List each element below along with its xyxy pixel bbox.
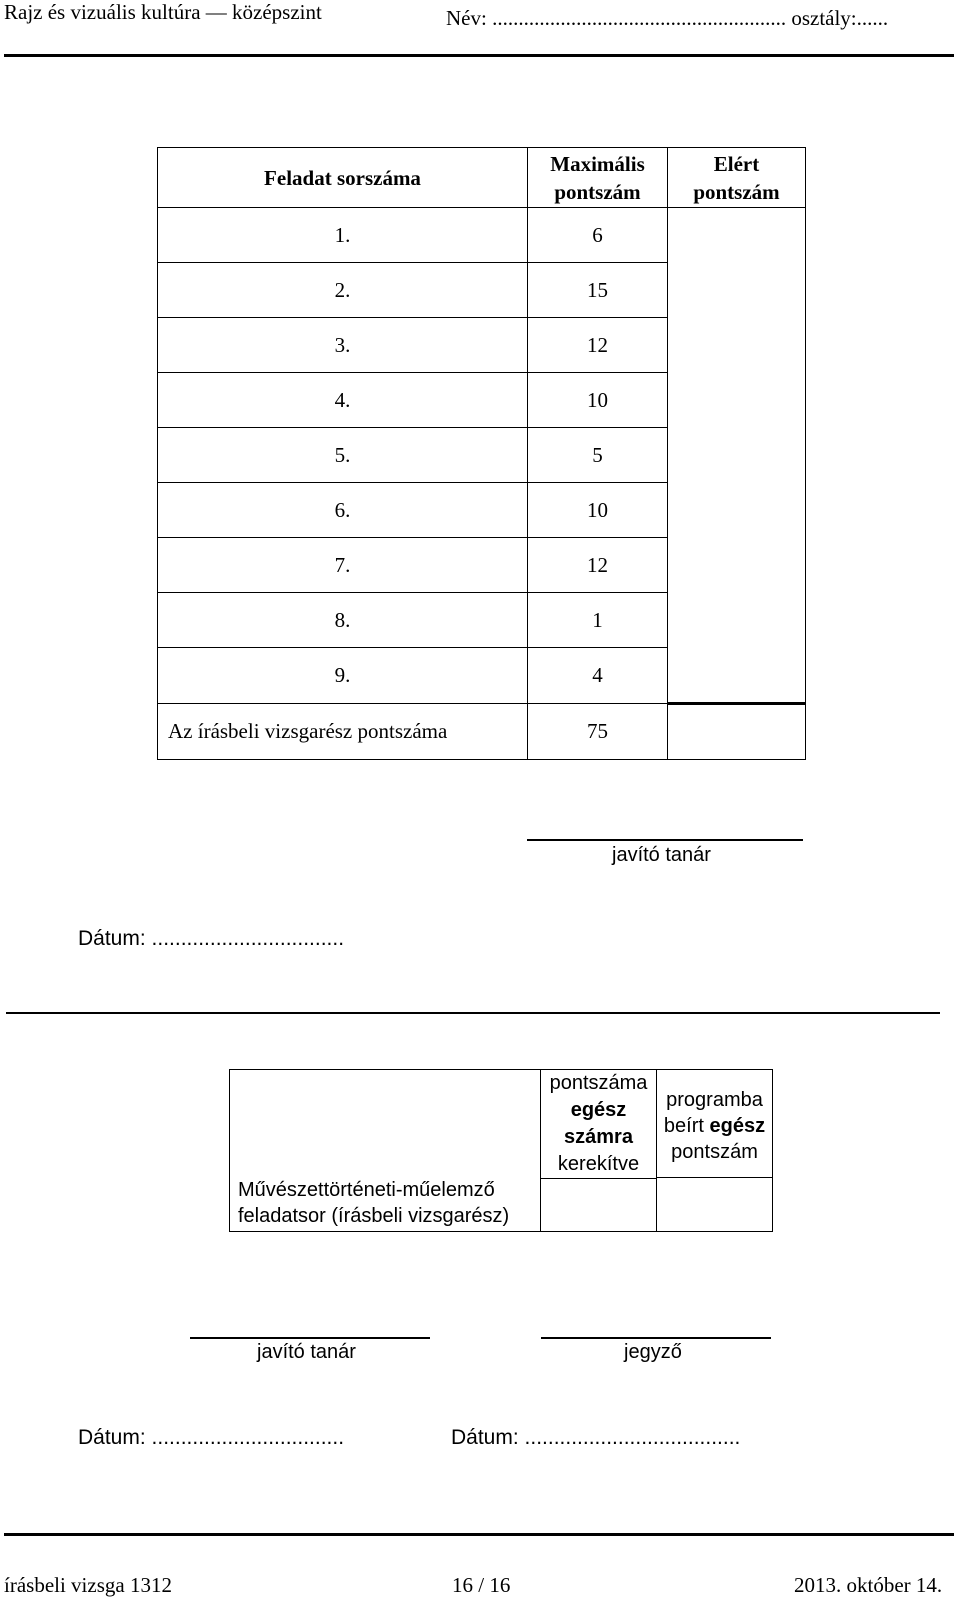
task-number: 8. [158, 593, 528, 648]
signature-line [190, 1337, 430, 1339]
max-score: 6 [528, 208, 668, 263]
header-task: Feladat sorszáma [158, 148, 528, 208]
achieved-score-cell[interactable] [668, 373, 806, 428]
table-row [158, 538, 806, 593]
max-score: 10 [528, 483, 668, 538]
table-row [230, 1070, 773, 1232]
signature-label-notary: jegyző [624, 1341, 682, 1363]
table-row [158, 318, 806, 373]
table-row [158, 428, 806, 483]
art-history-label-line1: Művészettörténeti-műelemző [238, 1179, 495, 1201]
achieved-score-cell[interactable] [668, 593, 806, 648]
table-row [158, 648, 806, 704]
signature-line [527, 839, 803, 841]
task-number: 7. [158, 538, 528, 593]
program-line1: programba [666, 1089, 763, 1111]
achieved-score-cell[interactable] [668, 208, 806, 263]
header-title: Rajz és vizuális kultúra — középszint [4, 0, 322, 24]
rounded-line1: pontszáma [549, 1072, 648, 1094]
signature-label-teacher: javító tanár [612, 844, 711, 866]
signature-label-teacher: javító tanár [257, 1341, 356, 1363]
rounded-line2: egész [570, 1099, 627, 1121]
task-number: 3. [158, 318, 528, 373]
header-achieved-line2: pontszám [693, 179, 780, 204]
program-score-column [657, 1070, 773, 1232]
max-score: 4 [528, 648, 668, 704]
score-table-header [158, 148, 806, 208]
score-table [157, 147, 806, 760]
table-row [158, 483, 806, 538]
achieved-score-cell[interactable] [668, 428, 806, 483]
rounded-line3: számra [564, 1126, 633, 1148]
achieved-score-cell[interactable] [668, 318, 806, 373]
footer-exam-code: írásbeli vizsga 1312 [4, 1573, 172, 1597]
date-field: Dátum: ................................. [78, 927, 345, 950]
task-number: 4. [158, 373, 528, 428]
header-name-class-field: Név: ........................................................ osztály:...... [446, 6, 889, 30]
achieved-score-cell[interactable] [668, 538, 806, 593]
footer-date: 2013. október 14. [794, 1573, 943, 1597]
achieved-score-cell[interactable] [668, 483, 806, 538]
rounded-line4: kerekítve [557, 1153, 640, 1175]
program-score-header [657, 1070, 772, 1178]
task-number: 2. [158, 263, 528, 318]
footer-rule [4, 1533, 954, 1536]
header-achieved [668, 148, 806, 208]
header-max-line1: Maximális [550, 151, 645, 176]
total-label: Az írásbeli vizsgarész pontszáma [158, 703, 528, 759]
achieved-score-cell[interactable] [668, 648, 806, 704]
program-line3: pontszám [671, 1141, 758, 1163]
rounded-score-column [541, 1070, 657, 1232]
max-score: 1 [528, 593, 668, 648]
rounded-score-header [541, 1070, 656, 1179]
achieved-score-cell[interactable] [668, 263, 806, 318]
task-number: 5. [158, 428, 528, 483]
header-achieved-line1: Elért [713, 151, 760, 176]
max-score: 15 [528, 263, 668, 318]
max-score: 12 [528, 538, 668, 593]
art-history-label-line2: feladatsor (írásbeli vizsgarész) [238, 1205, 510, 1227]
date-field: Dátum: ..................................... [451, 1426, 741, 1449]
task-number: 9. [158, 648, 528, 704]
max-score: 12 [528, 318, 668, 373]
total-max-score: 75 [528, 703, 668, 759]
footer-page-number: 16 / 16 [452, 1573, 511, 1597]
task-number: 1. [158, 208, 528, 263]
header-rule [4, 54, 954, 57]
section-divider [6, 1012, 940, 1014]
table-row [158, 263, 806, 318]
header-max-line2: pontszám [554, 179, 641, 204]
table-row [158, 208, 806, 263]
date-field: Dátum: ................................. [78, 1426, 345, 1449]
art-history-score-table [229, 1069, 773, 1232]
max-score: 10 [528, 373, 668, 428]
table-row [158, 593, 806, 648]
total-row [158, 703, 806, 759]
program-line2b: egész [709, 1115, 766, 1137]
art-history-label [230, 1070, 541, 1232]
total-achieved-cell[interactable] [668, 703, 806, 759]
task-number: 6. [158, 483, 528, 538]
table-row [158, 373, 806, 428]
signature-line [541, 1337, 771, 1339]
header-max [528, 148, 668, 208]
program-score-input-cell[interactable] [657, 1178, 772, 1230]
program-line2a: beírt [663, 1115, 704, 1137]
rounded-score-input-cell[interactable] [541, 1179, 656, 1231]
max-score: 5 [528, 428, 668, 483]
